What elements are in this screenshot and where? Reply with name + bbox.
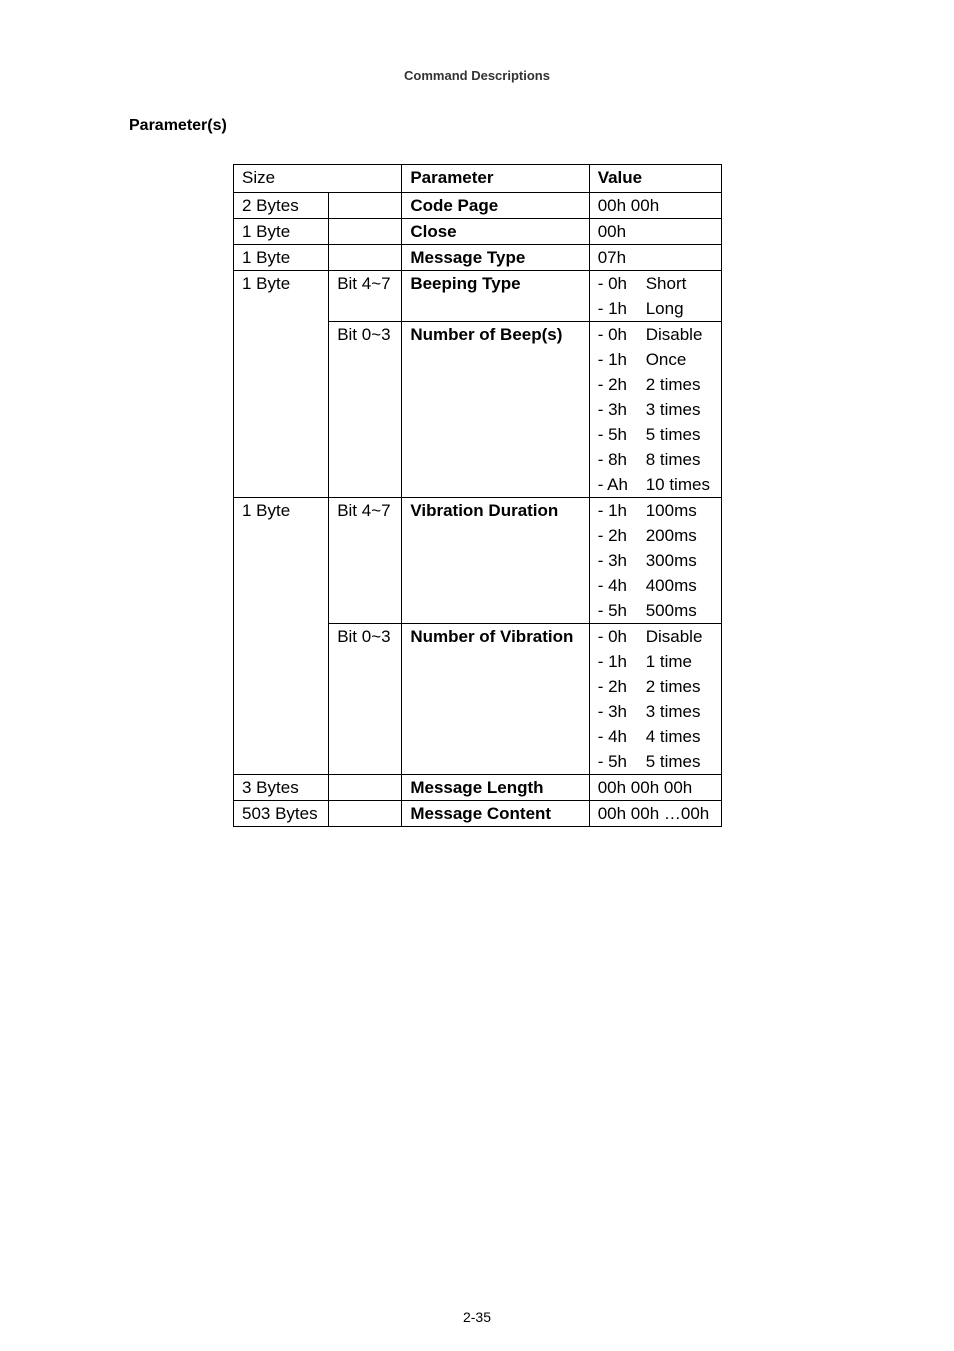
value-code: - 0h [597,325,627,344]
value-line [598,271,713,296]
cell-value: 00h 00h …00h [589,801,721,827]
cell-parameter: Vibration Duration [402,498,589,624]
value-code: - 0h [597,274,627,293]
value-text: 500ms [645,601,697,620]
value-code: - 3h [597,551,627,570]
cell-value-list [589,498,721,624]
value-text: Disable [645,325,703,344]
value-code: - 1h [597,652,627,671]
cell-size: 503 Bytes [234,801,329,827]
value-text: 10 times [645,475,710,494]
cell-parameter: Message Length [402,775,589,801]
cell-bit: Bit 0~3 [329,322,402,498]
cell-bit [329,193,402,219]
cell-parameter: Close [402,219,589,245]
value-line [598,498,713,523]
value-line [598,347,713,372]
table-row [234,801,722,827]
cell-parameter: Number of Beep(s) [402,322,589,498]
value-code: - 8h [597,450,627,469]
value-line [598,397,713,422]
cell-value-list [589,271,721,322]
value-code: - 2h [597,677,627,696]
value-line [598,749,713,774]
cell-parameter: Beeping Type [402,271,589,322]
value-text: 5 times [645,752,701,771]
value-text: 8 times [645,450,701,469]
value-code: - 1h [597,501,627,520]
value-text: 3 times [645,702,701,721]
value-text: 1 time [645,652,692,671]
header-size: Size [234,165,402,193]
cell-bit: Bit 4~7 [329,498,402,624]
header-parameter: Parameter [402,165,589,193]
cell-bit [329,801,402,827]
value-code: - 4h [597,727,627,746]
value-code: - 2h [597,526,627,545]
value-text: 4 times [645,727,701,746]
value-text: 2 times [645,375,701,394]
value-code: - 3h [597,400,627,419]
cell-value-list [589,624,721,775]
table-row [234,271,722,322]
cell-parameter: Number of Vibration [402,624,589,775]
value-line [598,573,713,598]
cell-value-list [589,322,721,498]
cell-parameter: Message Content [402,801,589,827]
cell-bit: Bit 4~7 [329,271,402,322]
cell-size: 1 Byte [234,219,329,245]
cell-parameter: Message Type [402,245,589,271]
value-code: - 4h [597,576,627,595]
value-code: - 5h [597,601,627,620]
value-line [598,548,713,573]
value-line [598,598,713,623]
value-line [598,649,713,674]
value-code: - Ah [597,475,628,494]
table-header-row [234,165,722,193]
value-text: 300ms [645,551,697,570]
header-value: Value [589,165,721,193]
value-line [598,624,713,649]
cell-size: 1 Byte [234,245,329,271]
page-header: Command Descriptions [404,68,550,83]
cell-value: 00h [589,219,721,245]
table-row [234,498,722,624]
value-line [598,296,713,321]
value-line [598,322,713,347]
table-row [234,245,722,271]
parameters-table [233,164,722,827]
table-row [234,219,722,245]
value-line [598,724,713,749]
value-code: - 5h [597,425,627,444]
cell-value: 07h [589,245,721,271]
cell-bit [329,775,402,801]
value-line [598,422,713,447]
cell-value: 00h 00h [589,193,721,219]
value-line [598,372,713,397]
value-line [598,699,713,724]
value-code: - 1h [597,350,627,369]
table-row [234,775,722,801]
cell-bit [329,219,402,245]
value-text: 400ms [645,576,697,595]
value-text: 2 times [645,677,701,696]
value-code: - 2h [597,375,627,394]
value-text: 100ms [645,501,697,520]
cell-size: 3 Bytes [234,775,329,801]
table-row [234,193,722,219]
cell-value: 00h 00h 00h [589,775,721,801]
value-line [598,447,713,472]
value-line [598,674,713,699]
value-text: 3 times [645,400,701,419]
value-text: 200ms [645,526,697,545]
cell-bit: Bit 0~3 [329,624,402,775]
cell-parameter: Code Page [402,193,589,219]
value-code: - 5h [597,752,627,771]
value-code: - 3h [597,702,627,721]
value-code: - 1h [597,299,627,318]
value-text: 5 times [645,425,701,444]
value-line [598,472,713,497]
section-title: Parameter(s) [129,117,227,134]
cell-size: 2 Bytes [234,193,329,219]
value-text: Once [645,350,687,369]
cell-size: 1 Byte [234,498,329,775]
cell-bit [329,245,402,271]
value-text: Short [645,274,687,293]
value-text: Disable [645,627,703,646]
page-number: 2-35 [462,1309,492,1325]
cell-size: 1 Byte [234,271,329,498]
value-text: Long [645,299,684,318]
value-line [598,523,713,548]
value-code: - 0h [597,627,627,646]
